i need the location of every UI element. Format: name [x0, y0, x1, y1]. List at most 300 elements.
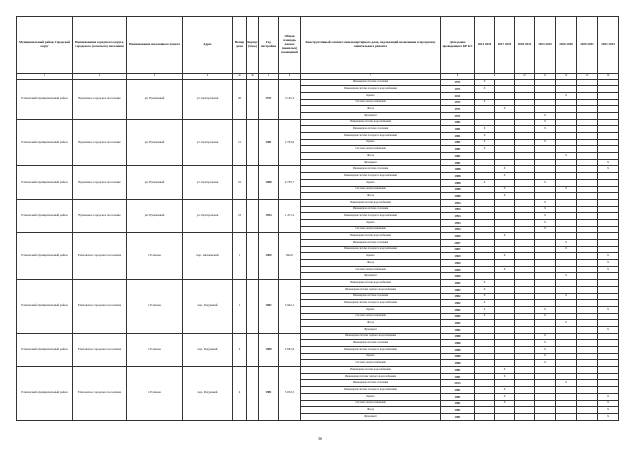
cell-element: Фасад: [301, 153, 441, 160]
cell-period-mark: [598, 233, 619, 240]
cell-period-mark: X: [598, 253, 619, 260]
cell-element: Фасад: [301, 260, 441, 267]
cell-element: Инженерная система холодного водоснабжения: [301, 347, 441, 354]
cell-element: Инженерная система холодного водоснабжения: [301, 387, 441, 394]
cell-period-mark: [535, 246, 556, 253]
cell-period-mark: [598, 246, 619, 253]
cell-period-mark: [515, 186, 535, 193]
cell-period-mark: [598, 380, 619, 387]
header-cell: Общая площадь жилых (нежилых) помещений: [279, 17, 301, 74]
cell-period-mark: [556, 106, 577, 113]
cell-period-mark: [475, 206, 495, 213]
cell-period-mark: [577, 106, 598, 113]
cell-period-mark: [475, 193, 495, 200]
cell-period-mark: [495, 260, 515, 267]
cell-element: Система электроснабжения: [301, 360, 441, 367]
cell-period-mark: [535, 393, 556, 400]
cell-period-mark: X: [495, 186, 515, 193]
cell-period-mark: [535, 293, 556, 300]
cell-period-mark: X: [475, 293, 495, 300]
cell-period-mark: X: [556, 92, 577, 99]
column-number: 12: [556, 74, 577, 80]
cell-locality: г. Елизово: [127, 333, 183, 366]
cell-period-mark: [515, 253, 535, 260]
cell-period-mark: [515, 280, 535, 287]
cell-element: Инженерная система горячего водоснабжения: [301, 286, 441, 293]
cell-period-mark: [535, 280, 556, 287]
cell-area: 1 471,2: [279, 199, 301, 232]
cell-period-mark: [577, 126, 598, 133]
cell-period-mark: [598, 139, 619, 146]
cell-period-mark: X: [598, 400, 619, 407]
cell-period-mark: [515, 260, 535, 267]
cell-period-mark: [515, 380, 535, 387]
cell-korpus: [247, 333, 259, 366]
cell-prior-date: 1980: [441, 340, 475, 347]
cell-period-mark: [598, 219, 619, 226]
cell-element: Инженерная система водоснабжения: [301, 199, 441, 206]
cell-period-mark: [515, 219, 535, 226]
cell-element: Крыша: [301, 253, 441, 260]
cell-period-mark: [535, 133, 556, 140]
cell-period-mark: [495, 86, 515, 93]
cell-element: Инженерная система горячего водоснабжения: [301, 373, 441, 380]
cell-prior-date: 1981: [441, 400, 475, 407]
cell-period-mark: [556, 146, 577, 153]
cell-house: 2: [233, 333, 247, 366]
cell-period-mark: [577, 360, 598, 367]
cell-period-mark: [577, 206, 598, 213]
cell-period-mark: [598, 106, 619, 113]
cell-street: пер. Радужный: [183, 367, 233, 421]
cell-period-mark: [556, 86, 577, 93]
cell-district: Елизовский муниципальный район: [17, 166, 73, 199]
cell-period-mark: [495, 119, 515, 126]
cell-period-mark: [475, 266, 495, 273]
cell-period-mark: [475, 347, 495, 354]
cell-period-mark: X: [556, 380, 577, 387]
cell-period-mark: [577, 326, 598, 333]
cell-period-mark: [598, 293, 619, 300]
cell-period-mark: [515, 333, 535, 340]
header-cell: 2026 2028: [556, 17, 577, 74]
cell-prior-date: 1969: [441, 266, 475, 273]
cell-period-mark: [577, 347, 598, 354]
cell-period-mark: X: [495, 106, 515, 113]
cell-period-mark: [495, 159, 515, 166]
cell-period-mark: X: [598, 159, 619, 166]
cell-period-mark: [535, 286, 556, 293]
cell-period-mark: [535, 106, 556, 113]
page-number: 36: [318, 436, 322, 441]
cell-period-mark: [556, 326, 577, 333]
cell-period-mark: [577, 320, 598, 327]
cell-period-mark: [598, 133, 619, 140]
cell-period-mark: [598, 240, 619, 247]
cell-period-mark: [515, 240, 535, 247]
cell-prior-date: 1981: [441, 367, 475, 374]
header-cell: Наименование городского округа, городского (сельского) поселения: [73, 17, 127, 74]
cell-period-mark: [535, 407, 556, 414]
cell-house: 22: [233, 166, 247, 199]
cell-locality: рп. Вулканный: [127, 199, 183, 232]
cell-prior-date: 2007: [441, 246, 475, 253]
cell-settlement: Елизовское городское поселение: [73, 333, 127, 366]
cell-period-mark: [535, 260, 556, 267]
cell-prior-date: 1988: [441, 179, 475, 186]
cell-period-mark: [577, 226, 598, 233]
cell-period-mark: [495, 246, 515, 253]
column-number: 2: [73, 74, 127, 80]
cell-locality: рп. Вулканный: [127, 119, 183, 166]
cell-element: Фасад: [301, 193, 441, 200]
cell-period-mark: [515, 86, 535, 93]
cell-period-mark: [475, 333, 495, 340]
cell-period-mark: [495, 79, 515, 86]
cell-settlement: Елизовское городское поселение: [73, 280, 127, 334]
column-number: 4а: [233, 74, 247, 80]
cell-period-mark: [515, 340, 535, 347]
cell-period-mark: [535, 233, 556, 240]
cell-prior-date: 1982: [441, 306, 475, 313]
cell-period-mark: [556, 280, 577, 287]
column-number: 10: [515, 74, 535, 80]
cell-period-mark: [577, 340, 598, 347]
cell-district: Елизовский муниципальный район: [17, 233, 73, 280]
cell-prior-date: 1994: [441, 199, 475, 206]
cell-prior-date: 1982: [441, 320, 475, 327]
cell-element: Крыша: [301, 393, 441, 400]
column-number: 13: [577, 74, 598, 80]
cell-period-mark: X: [535, 360, 556, 367]
cell-period-mark: [475, 92, 495, 99]
cell-prior-date: 1969: [441, 233, 475, 240]
cell-period-mark: [515, 173, 535, 180]
cell-period-mark: [475, 353, 495, 360]
cell-period-mark: [495, 300, 515, 307]
cell-element: Инженерная система холодного водоснабжения: [301, 300, 441, 307]
cell-period-mark: X: [598, 326, 619, 333]
cell-period-mark: [577, 133, 598, 140]
cell-period-mark: [515, 119, 535, 126]
cell-element: Система электроснабжения: [301, 400, 441, 407]
cell-street: ул. Центральная: [183, 166, 233, 199]
cell-period-mark: X: [475, 99, 495, 106]
cell-prior-date: 1969: [441, 273, 475, 280]
cell-korpus: [247, 119, 259, 166]
cell-period-mark: [515, 126, 535, 133]
cell-period-mark: [475, 260, 495, 267]
cell-house: 1: [233, 280, 247, 334]
cell-period-mark: [577, 92, 598, 99]
cell-settlement: Елизовское городское поселение: [73, 367, 127, 421]
cell-period-mark: [535, 253, 556, 260]
cell-period-mark: [475, 219, 495, 226]
cell-period-mark: [556, 159, 577, 166]
cell-district: Елизовский муниципальный район: [17, 280, 73, 334]
cell-prior-date: 1982: [441, 313, 475, 320]
cell-period-mark: X: [535, 179, 556, 186]
cell-prior-date: 1982: [441, 300, 475, 307]
cell-district: Елизовский муниципальный район: [17, 333, 73, 366]
cell-period-mark: [577, 139, 598, 146]
table-row: [17, 79, 619, 86]
cell-period-mark: [598, 387, 619, 394]
cell-prior-date: 1982: [441, 293, 475, 300]
cell-period-mark: [535, 400, 556, 407]
cell-period-mark: [577, 179, 598, 186]
cell-period-mark: [515, 326, 535, 333]
cell-period-mark: X: [556, 273, 577, 280]
cell-year: 1981: [259, 367, 279, 421]
cell-element: Инженерная система отопления: [301, 293, 441, 300]
cell-period-mark: [535, 326, 556, 333]
cell-period-mark: [515, 226, 535, 233]
cell-period-mark: X: [556, 240, 577, 247]
cell-korpus: [247, 233, 259, 280]
cell-period-mark: [535, 99, 556, 106]
cell-locality: рп. Вулканный: [127, 79, 183, 119]
cell-period-mark: [475, 360, 495, 367]
header-cell: Муниципальный район, Городской округ: [17, 17, 73, 74]
cell-year: 1969: [259, 233, 279, 280]
cell-prior-date: 1971: [441, 86, 475, 93]
cell-period-mark: X: [535, 306, 556, 313]
cell-district: Елизовский муниципальный район: [17, 79, 73, 119]
cell-area: 962,0: [279, 233, 301, 280]
cell-period-mark: X: [556, 320, 577, 327]
cell-period-mark: [577, 413, 598, 420]
cell-year: 1994: [259, 199, 279, 232]
cell-period-mark: [475, 240, 495, 247]
cell-period-mark: [598, 300, 619, 307]
cell-period-mark: [515, 353, 535, 360]
cell-period-mark: X: [535, 219, 556, 226]
cell-period-mark: X: [556, 153, 577, 160]
cell-element: Инженерная система отопления: [301, 206, 441, 213]
cell-period-mark: [598, 273, 619, 280]
cell-house: 1: [233, 233, 247, 280]
cell-period-mark: [515, 159, 535, 166]
header-cell: Конструктивный элемент многоквартирного дома, подлежащий включению в программу капитального ремонта: [301, 17, 441, 74]
cell-period-mark: [475, 166, 495, 173]
cell-prior-date: 1971: [441, 106, 475, 113]
cell-period-mark: [556, 179, 577, 186]
cell-period-mark: [556, 126, 577, 133]
cell-period-mark: X: [495, 193, 515, 200]
cell-period-mark: [535, 193, 556, 200]
cell-period-mark: X: [535, 126, 556, 133]
cell-year: 1980: [259, 333, 279, 366]
cell-period-mark: [515, 286, 535, 293]
cell-period-mark: X: [475, 300, 495, 307]
cell-period-mark: [515, 193, 535, 200]
cell-period-mark: [598, 199, 619, 206]
cell-period-mark: [577, 219, 598, 226]
cell-period-mark: [598, 367, 619, 374]
cell-period-mark: X: [535, 206, 556, 213]
cell-prior-date: 1981: [441, 133, 475, 140]
cell-period-mark: [515, 146, 535, 153]
cell-period-mark: [598, 186, 619, 193]
header-cell: 2020 2022: [515, 17, 535, 74]
cell-period-mark: [515, 106, 535, 113]
cell-period-mark: [515, 320, 535, 327]
cell-locality: г. Елизово: [127, 367, 183, 421]
cell-period-mark: [515, 112, 535, 119]
cell-prior-date: 1994: [441, 219, 475, 226]
cell-house: 21: [233, 119, 247, 166]
cell-period-mark: [577, 193, 598, 200]
cell-period-mark: [495, 286, 515, 293]
column-number: 4: [183, 74, 233, 80]
cell-period-mark: [495, 407, 515, 414]
cell-district: Елизовский муниципальный район: [17, 367, 73, 421]
cell-period-mark: X: [598, 306, 619, 313]
cell-prior-date: 1971: [441, 99, 475, 106]
column-number: 3: [127, 74, 183, 80]
cell-period-mark: [495, 99, 515, 106]
cell-period-mark: [535, 146, 556, 153]
cell-period-mark: X: [535, 213, 556, 220]
cell-period-mark: [577, 313, 598, 320]
cell-period-mark: [515, 179, 535, 186]
cell-period-mark: [535, 387, 556, 394]
cell-year: 1982: [259, 280, 279, 334]
cell-period-mark: [495, 112, 515, 119]
cell-prior-date: 1994: [441, 226, 475, 233]
cell-period-mark: X: [598, 266, 619, 273]
cell-period-mark: [515, 347, 535, 354]
cell-period-mark: [556, 139, 577, 146]
cell-period-mark: [598, 373, 619, 380]
cell-period-mark: [598, 99, 619, 106]
cell-period-mark: [577, 199, 598, 206]
cell-period-mark: [535, 266, 556, 273]
cell-period-mark: [495, 353, 515, 360]
cell-period-mark: [535, 186, 556, 193]
cell-period-mark: X: [556, 293, 577, 300]
cell-period-mark: [556, 226, 577, 233]
cell-period-mark: [515, 367, 535, 374]
cell-period-mark: [556, 387, 577, 394]
cell-period-mark: [495, 360, 515, 367]
cell-area: 3 145,3: [279, 79, 301, 119]
cell-period-mark: [556, 306, 577, 313]
table-body: [17, 79, 619, 420]
cell-period-mark: X: [556, 246, 577, 253]
cell-year: 1981: [259, 119, 279, 166]
cell-period-mark: X: [535, 333, 556, 340]
cell-period-mark: [598, 280, 619, 287]
cell-period-mark: [598, 347, 619, 354]
cell-house: 20: [233, 79, 247, 119]
cell-period-mark: [535, 273, 556, 280]
cell-period-mark: [556, 79, 577, 86]
cell-prior-date: 1980: [441, 353, 475, 360]
cell-period-mark: [495, 320, 515, 327]
cell-period-mark: [535, 92, 556, 99]
cell-street: ул. Центральная: [183, 79, 233, 119]
header-cell: Номер дома: [233, 17, 247, 74]
cell-period-mark: [475, 119, 495, 126]
cell-period-mark: [475, 326, 495, 333]
column-number: 14: [598, 74, 619, 80]
cell-period-mark: [515, 293, 535, 300]
cell-settlement: Елизовское городское поселение: [73, 233, 127, 280]
cell-period-mark: [475, 199, 495, 206]
cell-period-mark: [475, 246, 495, 253]
cell-prior-date: 1971: [441, 112, 475, 119]
cell-period-mark: X: [475, 306, 495, 313]
cell-period-mark: X: [535, 353, 556, 360]
cell-element: Инженерная система холодного водоснабжения: [301, 246, 441, 253]
cell-period-mark: [475, 407, 495, 414]
header-cell: Дата ранее проведенного КР КЭ: [441, 17, 475, 74]
cell-period-mark: [556, 313, 577, 320]
cell-period-mark: [475, 373, 495, 380]
cell-period-mark: [475, 153, 495, 160]
cell-period-mark: [535, 300, 556, 307]
cell-period-mark: [515, 213, 535, 220]
cell-prior-date: 1981: [441, 387, 475, 394]
cell-element: Инженерная система горячего водоснабжения: [301, 333, 441, 340]
cell-period-mark: [577, 306, 598, 313]
cell-district: Елизовский муниципальный район: [17, 199, 73, 232]
cell-period-mark: X: [475, 86, 495, 93]
cell-period-mark: [475, 173, 495, 180]
cell-period-mark: [495, 280, 515, 287]
cell-period-mark: [556, 367, 577, 374]
cell-korpus: [247, 199, 259, 232]
cell-period-mark: [577, 240, 598, 247]
column-number: 5: [259, 74, 279, 80]
cell-element: Инженерная система водоснабжения: [301, 280, 441, 287]
cell-element: Крыша: [301, 219, 441, 226]
cell-period-mark: X: [475, 139, 495, 146]
cell-period-mark: [556, 213, 577, 220]
cell-period-mark: X: [475, 126, 495, 133]
cell-settlement: Вулканное городское поселение: [73, 199, 127, 232]
cell-period-mark: X: [475, 286, 495, 293]
cell-element: Система электроснабжения: [301, 313, 441, 320]
cell-period-mark: [475, 380, 495, 387]
cell-element: Крыша: [301, 179, 441, 186]
cell-period-mark: X: [535, 347, 556, 354]
cell-period-mark: X: [475, 79, 495, 86]
cell-prior-date: 1981: [441, 119, 475, 126]
cell-period-mark: [515, 246, 535, 253]
cell-period-mark: [556, 253, 577, 260]
cell-period-mark: [515, 133, 535, 140]
cell-period-mark: [495, 326, 515, 333]
cell-period-mark: X: [475, 146, 495, 153]
cell-period-mark: [495, 413, 515, 420]
cell-period-mark: [556, 133, 577, 140]
cell-period-mark: [577, 300, 598, 307]
cell-period-mark: [535, 240, 556, 247]
column-number: 11: [535, 74, 556, 80]
cell-period-mark: X: [495, 253, 515, 260]
cell-period-mark: X: [495, 233, 515, 240]
cell-element: Система электроснабжения: [301, 99, 441, 106]
cell-locality: г. Елизово: [127, 280, 183, 334]
cell-prior-date: 1981: [441, 159, 475, 166]
cell-period-mark: X: [495, 393, 515, 400]
cell-period-mark: [598, 286, 619, 293]
cell-period-mark: [515, 153, 535, 160]
cell-period-mark: [556, 413, 577, 420]
